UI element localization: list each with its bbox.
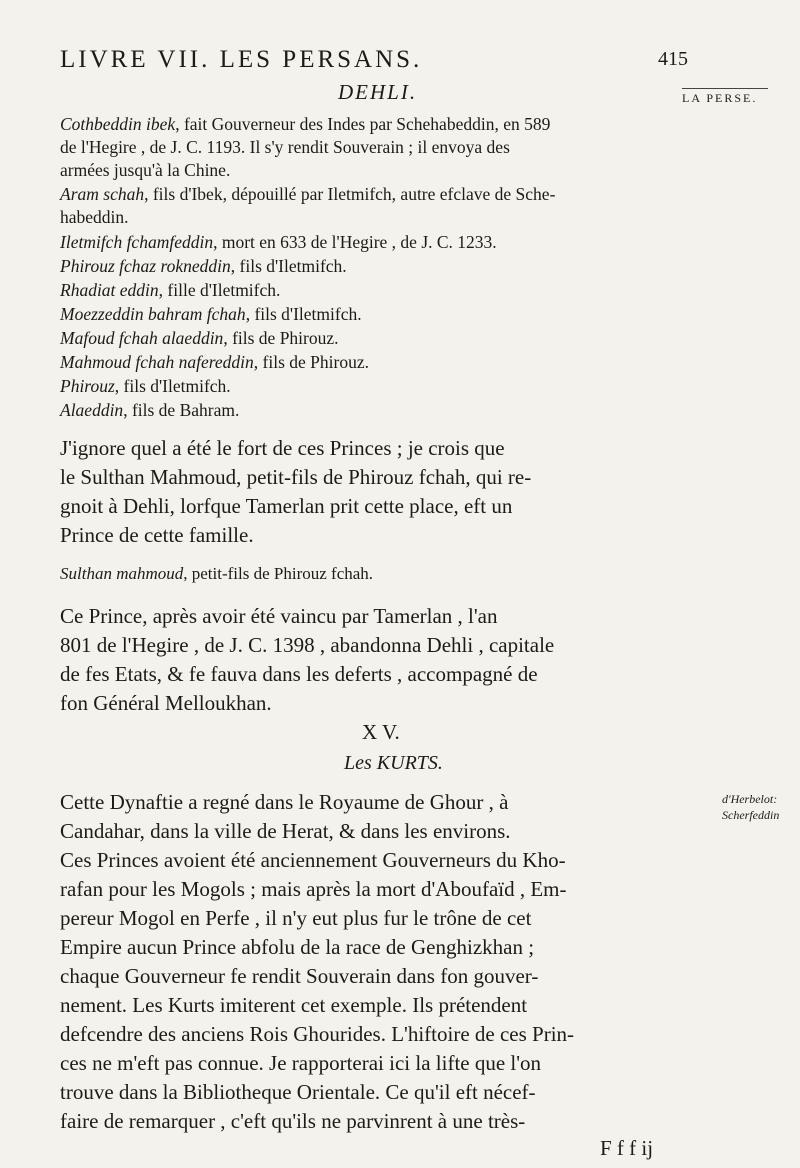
running-head: LIVRE VII. LES PERSANS. [60, 46, 423, 73]
dynasty-entry: Alaeddin, fils de Bahram. [60, 400, 240, 420]
margin-title: LA PERSE. [682, 91, 758, 105]
dynasty-entry: Aram schah, fils d'Ibek, dépouillé par Iletmifch, autre efclave de Sche- [60, 184, 556, 204]
section-number: X V. [362, 720, 400, 744]
paragraph-line: faire de remarquer , c'eft qu'ils ne parvinrent à une très- [60, 1109, 526, 1133]
page-number: 415 [658, 48, 688, 70]
dynasty-entry: Mafoud fchah alaeddin, fils de Phirouz. [60, 328, 339, 348]
sulthan-entry: Sulthan mahmoud, petit-fils de Phirouz fchah. [60, 564, 374, 583]
paragraph-line: Ce Prince, après avoir été vaincu par Tamerlan , l'an [60, 604, 498, 628]
dynasty-entry: habeddin. [60, 207, 129, 227]
paragraph-line: chaque Gouverneur fe rendit Souverain dans fon gouver- [60, 964, 539, 988]
dynasty-entry: armées jusqu'à la Chine. [60, 160, 231, 180]
dynasty-entry: Iletmifch fchamfeddin, mort en 633 de l'Hegire , de J. C. 1233. [60, 232, 497, 252]
paragraph-line: fon Général Melloukhan. [60, 691, 272, 715]
paragraph-line: Cette Dynaftie a regné dans le Royaume de Ghour , à [60, 790, 509, 814]
paragraph-line: de fes Etats, & fe fauva dans les deferts , accompagné de [60, 662, 538, 686]
dynasty-entry: de l'Hegire , de J. C. 1193. Il s'y rendit Souverain ; il envoya des [60, 137, 510, 157]
paragraph-line: pereur Mogol en Perfe , il n'y eut plus fur le trône de cet [60, 906, 532, 930]
section-title: DEHLI. [338, 80, 418, 104]
paragraph-line: Candahar, dans la ville de Herat, & dans les environs. [60, 819, 511, 843]
dynasty-entry: Moezzeddin bahram fchah, fils d'Iletmifch. [60, 304, 362, 324]
paragraph-line: J'ignore quel a été le fort de ces Princes ; je crois que [60, 436, 505, 460]
paragraph-line: gnoit à Dehli, lorfque Tamerlan prit cette place, eft un [60, 494, 513, 518]
dynasty-entry: Cothbeddin ibek, fait Gouverneur des Indes par Schehabeddin, en 589 [60, 114, 551, 134]
paragraph-line: Ces Princes avoient été anciennement Gouverneurs du Kho- [60, 848, 566, 872]
paragraph-line: trouve dans la Bibliotheque Orientale. Ce qu'il eft nécef- [60, 1080, 536, 1104]
paragraph-line: Prince de cette famille. [60, 523, 254, 547]
paragraph-line: 801 de l'Hegire , de J. C. 1398 , abandonna Dehli , capitale [60, 633, 555, 657]
paragraph-line: le Sulthan Mahmoud, petit-fils de Phirouz fchah, qui re- [60, 465, 532, 489]
side-note-line: d'Herbelot: [722, 792, 778, 806]
dynasty-entry: Phirouz fchaz rokneddin, fils d'Iletmifch. [60, 256, 347, 276]
paragraph-line: Empire aucun Prince abfolu de la race de Genghizkhan ; [60, 935, 535, 959]
dynasty-entry: Mahmoud fchah nafereddin, fils de Phirouz. [60, 352, 369, 372]
dynasty-entry: Phirouz, fils d'Iletmifch. [60, 376, 231, 396]
side-note-line: Scherfeddin [722, 808, 780, 822]
section-heading: Les KURTS. [344, 752, 443, 774]
margin-rule [682, 88, 768, 89]
paragraph-line: rafan pour les Mogols ; mais après la mort d'Aboufaïd , Em- [60, 877, 567, 901]
paragraph-line: nement. Les Kurts imiterent cet exemple. Ils prétendent [60, 993, 528, 1017]
dynasty-entry: Rhadiat eddin, fille d'Iletmifch. [60, 280, 281, 300]
signature-mark: F f f ij [600, 1136, 654, 1160]
paragraph-line: defcendre des anciens Rois Ghourides. L'hiftoire de ces Prin- [60, 1022, 575, 1046]
paragraph-line: ces ne m'eft pas connue. Je rapporterai ici la lifte que l'on [60, 1051, 542, 1075]
